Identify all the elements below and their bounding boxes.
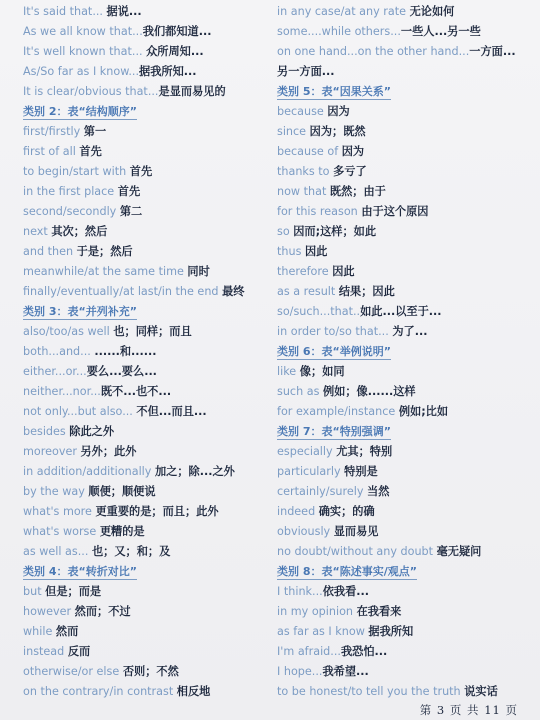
english-phrase: finally/eventually/at last/in the end (23, 285, 223, 298)
english-phrase: therefore (277, 265, 333, 278)
english-phrase: not only...but also... (23, 405, 137, 418)
phrase-row (23, 282, 275, 302)
phrase-row (23, 42, 275, 62)
chinese-meaning: 更重要的是；而且；此外 (95, 505, 219, 518)
english-phrase: certainly/surely (277, 485, 368, 498)
category-heading (277, 82, 535, 102)
chinese-meaning: 相反地 (176, 685, 211, 698)
chinese-meaning: 因为 (327, 105, 350, 118)
english-phrase: to be honest/to tell you the truth (277, 685, 465, 698)
chinese-meaning: 据说... (106, 5, 142, 18)
english-phrase: particularly (277, 465, 345, 478)
phrase-row (23, 82, 275, 102)
phrase-row (277, 682, 535, 702)
chinese-meaning: 第一 (83, 125, 107, 138)
chinese-meaning: 因而;这样；如此 (293, 225, 377, 238)
phrase-row (277, 542, 535, 562)
chinese-meaning: 反而 (67, 645, 91, 658)
chinese-meaning: 是显而易见的 (158, 85, 226, 98)
chinese-meaning: 但是；而是 (45, 585, 102, 598)
english-phrase: besides (23, 425, 70, 438)
chinese-meaning: 更糟的是 (99, 525, 145, 538)
phrase-row (277, 22, 535, 42)
english-phrase: both...and... (23, 345, 95, 358)
chinese-meaning: ......和...... (94, 345, 157, 358)
phrase-row (277, 302, 535, 322)
english-phrase: such as (277, 385, 323, 398)
chinese-meaning: 众所周知... (146, 45, 204, 58)
phrase-row (277, 282, 535, 302)
english-phrase: thus (277, 245, 305, 258)
english-phrase: on one hand...on the other hand... (277, 45, 470, 58)
english-phrase: as well as... (23, 545, 92, 558)
phrase-row (23, 322, 275, 342)
chinese-meaning: 例如；像......这样 (322, 385, 416, 398)
phrase-row (23, 2, 275, 22)
english-phrase: for example/instance (277, 405, 399, 418)
category-heading-text: 类别 8：表“陈述事实/观点” (277, 565, 417, 578)
english-phrase: I'm afraid... (277, 645, 341, 658)
english-phrase: As we all know that... (23, 25, 143, 38)
chinese-meaning: 尤其；特别 (336, 445, 393, 458)
english-phrase: to begin/start with (23, 165, 130, 178)
english-phrase: I hope... (277, 665, 323, 678)
english-phrase: on the contrary/in contrast (23, 685, 177, 698)
phrase-row (277, 262, 535, 282)
english-phrase: It's well known that... (23, 45, 147, 58)
english-phrase: instead (23, 645, 68, 658)
english-phrase: meanwhile/at the same time (23, 265, 188, 278)
phrase-row (277, 222, 535, 242)
phrase-row (23, 122, 275, 142)
chinese-meaning: 说实话 (464, 685, 498, 698)
chinese-meaning: 然而；不过 (74, 605, 131, 618)
english-phrase: As/So far as I know... (23, 65, 140, 78)
english-phrase: first/firstly (23, 125, 84, 138)
chinese-meaning: 毫无疑问 (436, 545, 482, 558)
english-phrase: obviously (277, 525, 334, 538)
phrase-row (23, 622, 275, 642)
phrase-row (23, 182, 275, 202)
category-heading (23, 102, 275, 122)
phrase-row (23, 482, 275, 502)
phrase-row (23, 682, 275, 702)
category-heading (23, 562, 275, 582)
chinese-meaning: 最终 (222, 285, 245, 298)
phrase-row (23, 602, 275, 622)
phrase-row (23, 522, 275, 542)
phrase-row (277, 502, 535, 522)
english-phrase: in order to/so that... (277, 325, 393, 338)
chinese-meaning: 如此...以至于... (360, 305, 442, 318)
chinese-meaning: 在我看来 (356, 605, 402, 618)
english-phrase: It's said that... (23, 5, 107, 18)
phrase-row (23, 242, 275, 262)
phrase-row (23, 642, 275, 662)
chinese-meaning: 也；同样；而且 (113, 325, 192, 338)
english-phrase: in any case/at any rate (277, 5, 410, 18)
english-phrase: no doubt/without any doubt (277, 545, 437, 558)
phrase-row (277, 242, 535, 262)
english-phrase: next (23, 225, 52, 238)
category-heading-text: 类别 7：表“特别强调” (277, 425, 391, 438)
phrase-row (23, 62, 275, 82)
english-phrase: either...or... (23, 365, 87, 378)
english-phrase: by the way (23, 485, 89, 498)
english-phrase: what's more (23, 505, 96, 518)
english-phrase: but (23, 585, 46, 598)
english-phrase: It is clear/obvious that... (23, 85, 159, 98)
english-phrase: in the first place (23, 185, 118, 198)
phrase-row (277, 322, 535, 342)
chinese-meaning: 不但...而且... (136, 405, 207, 418)
category-heading-text: 类别 6：表“举例说明” (277, 345, 391, 358)
chinese-meaning: 除此之外 (69, 425, 115, 438)
english-phrase: neither...nor... (23, 385, 101, 398)
chinese-meaning: 因此 (332, 265, 355, 278)
phrase-row (23, 262, 275, 282)
phrase-row (277, 582, 535, 602)
chinese-meaning: 也；又；和；及 (91, 545, 171, 558)
english-phrase: thanks to (277, 165, 334, 178)
chinese-meaning: 确实；的确 (318, 505, 375, 518)
phrase-row (23, 22, 275, 42)
english-phrase: because of (277, 145, 342, 158)
phrase-row (277, 202, 535, 222)
english-phrase: so (277, 225, 294, 238)
chinese-meaning: 既然；由于 (329, 185, 386, 198)
phrase-row (277, 402, 535, 422)
phrase-row (277, 482, 535, 502)
english-phrase: some....while others... (277, 25, 401, 38)
phrase-row (277, 142, 535, 162)
phrase-row (277, 442, 535, 462)
phrase-row (277, 462, 535, 482)
phrase-row (277, 2, 535, 22)
chinese-meaning: 要么...要么... (86, 365, 157, 378)
chinese-meaning: 依我看... (322, 585, 369, 598)
right-column (277, 2, 535, 702)
phrase-row (277, 362, 535, 382)
phrase-row (277, 122, 535, 142)
left-column (23, 2, 275, 702)
english-phrase: I think... (277, 585, 323, 598)
chinese-meaning: 否则；不然 (122, 665, 179, 678)
phrase-row (277, 642, 535, 662)
chinese-meaning: 特别是 (344, 465, 378, 478)
phrase-row (23, 342, 275, 362)
english-phrase: indeed (277, 505, 319, 518)
chinese-meaning: 首先 (129, 165, 153, 178)
chinese-meaning: 第二 (119, 205, 143, 218)
chinese-meaning: 首先 (117, 185, 141, 198)
english-phrase: also/too/as well (23, 325, 114, 338)
chinese-meaning: 首先 (79, 145, 102, 158)
chinese-meaning: 据我所知... (139, 65, 197, 78)
chinese-meaning: 同时 (187, 265, 210, 278)
chinese-meaning: 既不...也不... (100, 385, 172, 398)
chinese-meaning: 加之；除...之外 (154, 465, 235, 478)
english-phrase: in addition/additionally (23, 465, 155, 478)
english-phrase: because (277, 105, 328, 118)
chinese-meaning: 我恐怕... (340, 645, 388, 658)
phrase-row (277, 382, 535, 402)
chinese-meaning: 无论如何 (409, 5, 455, 18)
page-number: 第 3 页 共 11 页 (419, 703, 518, 717)
english-phrase: what's worse (23, 525, 100, 538)
chinese-meaning: 另外；此外 (80, 445, 137, 458)
chinese-meaning: 我们都知道... (142, 25, 212, 38)
chinese-meaning: 因为；既然 (309, 125, 366, 138)
phrase-row (23, 202, 275, 222)
category-heading-text: 类别 2：表“结构顺序” (23, 105, 137, 118)
english-phrase: so/such...that.. (277, 305, 361, 318)
chinese-meaning: 多亏了 (333, 165, 367, 178)
english-phrase: as far as I know (277, 625, 369, 638)
phrase-row (23, 462, 275, 482)
category-heading-text: 类别 3：表“并列补充” (23, 305, 137, 318)
category-heading-text: 类别 5：表“因果关系” (277, 85, 391, 98)
phrase-row (23, 142, 275, 162)
chinese-meaning: 于是；然后 (76, 245, 133, 258)
chinese-meaning: 例如;比如 (398, 405, 449, 418)
phrase-row (23, 502, 275, 522)
english-phrase: now that (277, 185, 330, 198)
phrase-row (23, 442, 275, 462)
phrase-row (277, 162, 535, 182)
english-phrase: otherwise/or else (23, 665, 123, 678)
english-phrase: first of all (23, 145, 80, 158)
chinese-meaning: 一方面... (469, 45, 516, 58)
category-heading (277, 562, 535, 582)
english-phrase: since (277, 125, 310, 138)
english-phrase: and then (23, 245, 77, 258)
phrase-row (277, 102, 535, 122)
english-phrase: while (23, 625, 56, 638)
english-phrase: moreover (23, 445, 81, 458)
category-heading-text: 类别 4：表“转折对比” (23, 565, 137, 578)
english-phrase: second/secondly (23, 205, 120, 218)
chinese-meaning: 我希望... (322, 665, 369, 678)
category-heading (277, 342, 535, 362)
phrase-row (23, 402, 275, 422)
chinese-meaning: 顺便；顺便说 (88, 485, 156, 498)
chinese-meaning: 为了... (392, 325, 428, 338)
english-phrase: like (277, 365, 300, 378)
phrase-row (23, 662, 275, 682)
chinese-meaning: 当然 (367, 485, 390, 498)
chinese-meaning: 另一方面... (277, 65, 335, 78)
english-phrase: in my opinion (277, 605, 357, 618)
phrase-row (277, 622, 535, 642)
chinese-meaning: 显而易见 (333, 525, 379, 538)
english-phrase: especially (277, 445, 337, 458)
category-heading (277, 422, 535, 442)
phrase-row (277, 662, 535, 682)
english-phrase: as a result (277, 285, 339, 298)
english-phrase: for this reason (277, 205, 362, 218)
phrase-row (277, 42, 535, 62)
phrase-row (23, 162, 275, 182)
chinese-meaning: 据我所知 (368, 625, 414, 638)
category-heading (23, 302, 275, 322)
phrase-row (23, 382, 275, 402)
chinese-meaning: 像；如同 (299, 365, 345, 378)
phrase-row (23, 222, 275, 242)
phrase-row (23, 542, 275, 562)
chinese-meaning: 因为 (341, 145, 365, 158)
phrase-row (23, 422, 275, 442)
chinese-meaning: 其次；然后 (51, 225, 108, 238)
chinese-meaning: 然而 (55, 625, 79, 638)
english-phrase: however (23, 605, 75, 618)
phrase-row (23, 582, 275, 602)
chinese-meaning: 由于这个原因 (361, 205, 429, 218)
phrase-row (277, 182, 535, 202)
chinese-meaning: 因此 (304, 245, 328, 258)
chinese-meaning: 结果；因此 (338, 285, 395, 298)
phrase-row (277, 602, 535, 622)
chinese-meaning: 一些人...另一些 (400, 25, 481, 38)
phrase-row (23, 362, 275, 382)
phrase-row (277, 62, 535, 82)
phrase-row (277, 522, 535, 542)
